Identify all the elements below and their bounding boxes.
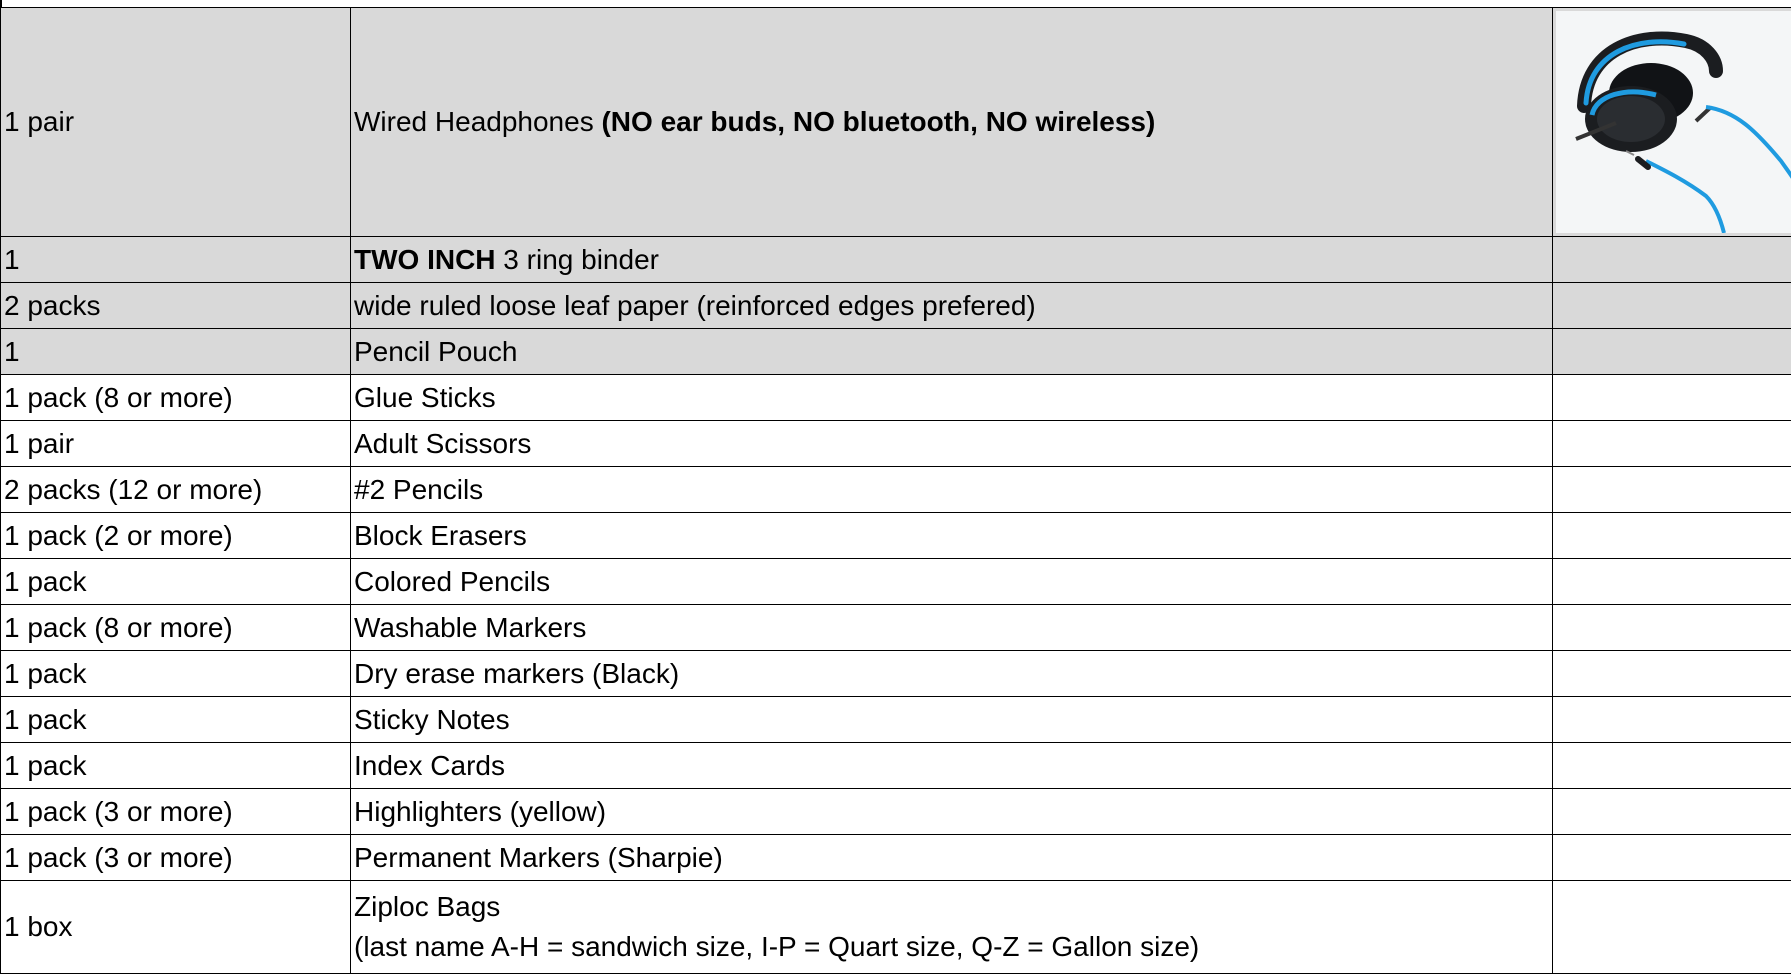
qty-cell[interactable]: 1 pack <box>1 651 351 697</box>
headphones-image <box>1556 11 1791 233</box>
empty-cell[interactable] <box>1553 283 1791 329</box>
table-row <box>1 835 1791 881</box>
empty-cell[interactable] <box>1553 697 1791 743</box>
qty-cell[interactable]: 1 pack (2 or more) <box>1 513 351 559</box>
qty-cell[interactable]: 2 packs (12 or more) <box>1 467 351 513</box>
table-row <box>1 467 1791 513</box>
empty-cell[interactable] <box>1553 605 1791 651</box>
empty-cell[interactable] <box>1553 329 1791 375</box>
item-cell[interactable]: wide ruled loose leaf paper (reinforced edges prefered) <box>351 283 1553 329</box>
table-row <box>1 421 1791 467</box>
table-row <box>1 513 1791 559</box>
item-line-2: (last name A-H = sandwich size, I-P = Quart size, Q-Z = Gallon size) <box>354 927 1552 967</box>
empty-cell[interactable] <box>1553 881 1791 974</box>
empty-cell[interactable] <box>1553 467 1791 513</box>
item-bold-text: (NO ear buds, NO bluetooth, NO wireless) <box>601 106 1155 137</box>
item-cell[interactable]: Colored Pencils <box>351 559 1553 605</box>
qty-cell[interactable]: 1 pair <box>1 8 351 237</box>
qty-cell[interactable]: 1 pack (3 or more) <box>1 835 351 881</box>
table-row <box>1 789 1791 835</box>
item-text: 3 ring binder <box>496 244 659 275</box>
table-row <box>1 651 1791 697</box>
qty-cell[interactable]: 1 pair <box>1 421 351 467</box>
table-row <box>1 237 1791 283</box>
item-cell[interactable]: Glue Sticks <box>351 375 1553 421</box>
item-text: Wired Headphones <box>354 106 601 137</box>
table-row <box>1 375 1791 421</box>
empty-cell[interactable] <box>1553 237 1791 283</box>
item-cell[interactable]: Dry erase markers (Black) <box>351 651 1553 697</box>
empty-cell[interactable] <box>1553 513 1791 559</box>
item-cell[interactable]: Highlighters (yellow) <box>351 789 1553 835</box>
qty-cell[interactable]: 1 pack <box>1 743 351 789</box>
image-cell[interactable] <box>1553 8 1791 237</box>
qty-cell[interactable]: 1 <box>1 329 351 375</box>
table-row <box>1 881 1791 974</box>
qty-cell[interactable]: 1 pack (8 or more) <box>1 605 351 651</box>
table-row <box>1 697 1791 743</box>
item-cell[interactable]: Block Erasers <box>351 513 1553 559</box>
empty-cell[interactable] <box>1553 789 1791 835</box>
table-row <box>1 329 1791 375</box>
item-cell[interactable]: Permanent Markers (Sharpie) <box>351 835 1553 881</box>
item-line-1: Ziploc Bags <box>354 887 1552 927</box>
qty-cell[interactable]: 1 pack (8 or more) <box>1 375 351 421</box>
table-row <box>1 8 1791 237</box>
item-cell[interactable]: Sticky Notes <box>351 697 1553 743</box>
item-cell[interactable]: Adult Scissors <box>351 421 1553 467</box>
supply-table <box>0 7 1791 974</box>
qty-cell[interactable]: 1 box <box>1 881 351 974</box>
empty-cell[interactable] <box>1553 375 1791 421</box>
item-cell[interactable]: #2 Pencils <box>351 467 1553 513</box>
table-row <box>1 559 1791 605</box>
item-cell[interactable] <box>351 8 1553 237</box>
qty-cell[interactable]: 1 pack <box>1 559 351 605</box>
qty-cell[interactable]: 1 pack <box>1 697 351 743</box>
table-row <box>1 605 1791 651</box>
qty-cell[interactable]: 1 pack (3 or more) <box>1 789 351 835</box>
qty-cell[interactable]: 2 packs <box>1 283 351 329</box>
empty-cell[interactable] <box>1553 835 1791 881</box>
table-row <box>1 743 1791 789</box>
table-row <box>1 283 1791 329</box>
empty-cell[interactable] <box>1553 651 1791 697</box>
empty-cell[interactable] <box>1553 421 1791 467</box>
item-cell[interactable] <box>351 237 1553 283</box>
item-cell[interactable]: Washable Markers <box>351 605 1553 651</box>
item-cell[interactable]: Index Cards <box>351 743 1553 789</box>
empty-cell[interactable] <box>1553 559 1791 605</box>
qty-cell[interactable]: 1 <box>1 237 351 283</box>
item-bold-text: TWO INCH <box>354 244 496 275</box>
item-cell[interactable]: Pencil Pouch <box>351 329 1553 375</box>
item-cell[interactable] <box>351 881 1553 974</box>
empty-cell[interactable] <box>1553 743 1791 789</box>
